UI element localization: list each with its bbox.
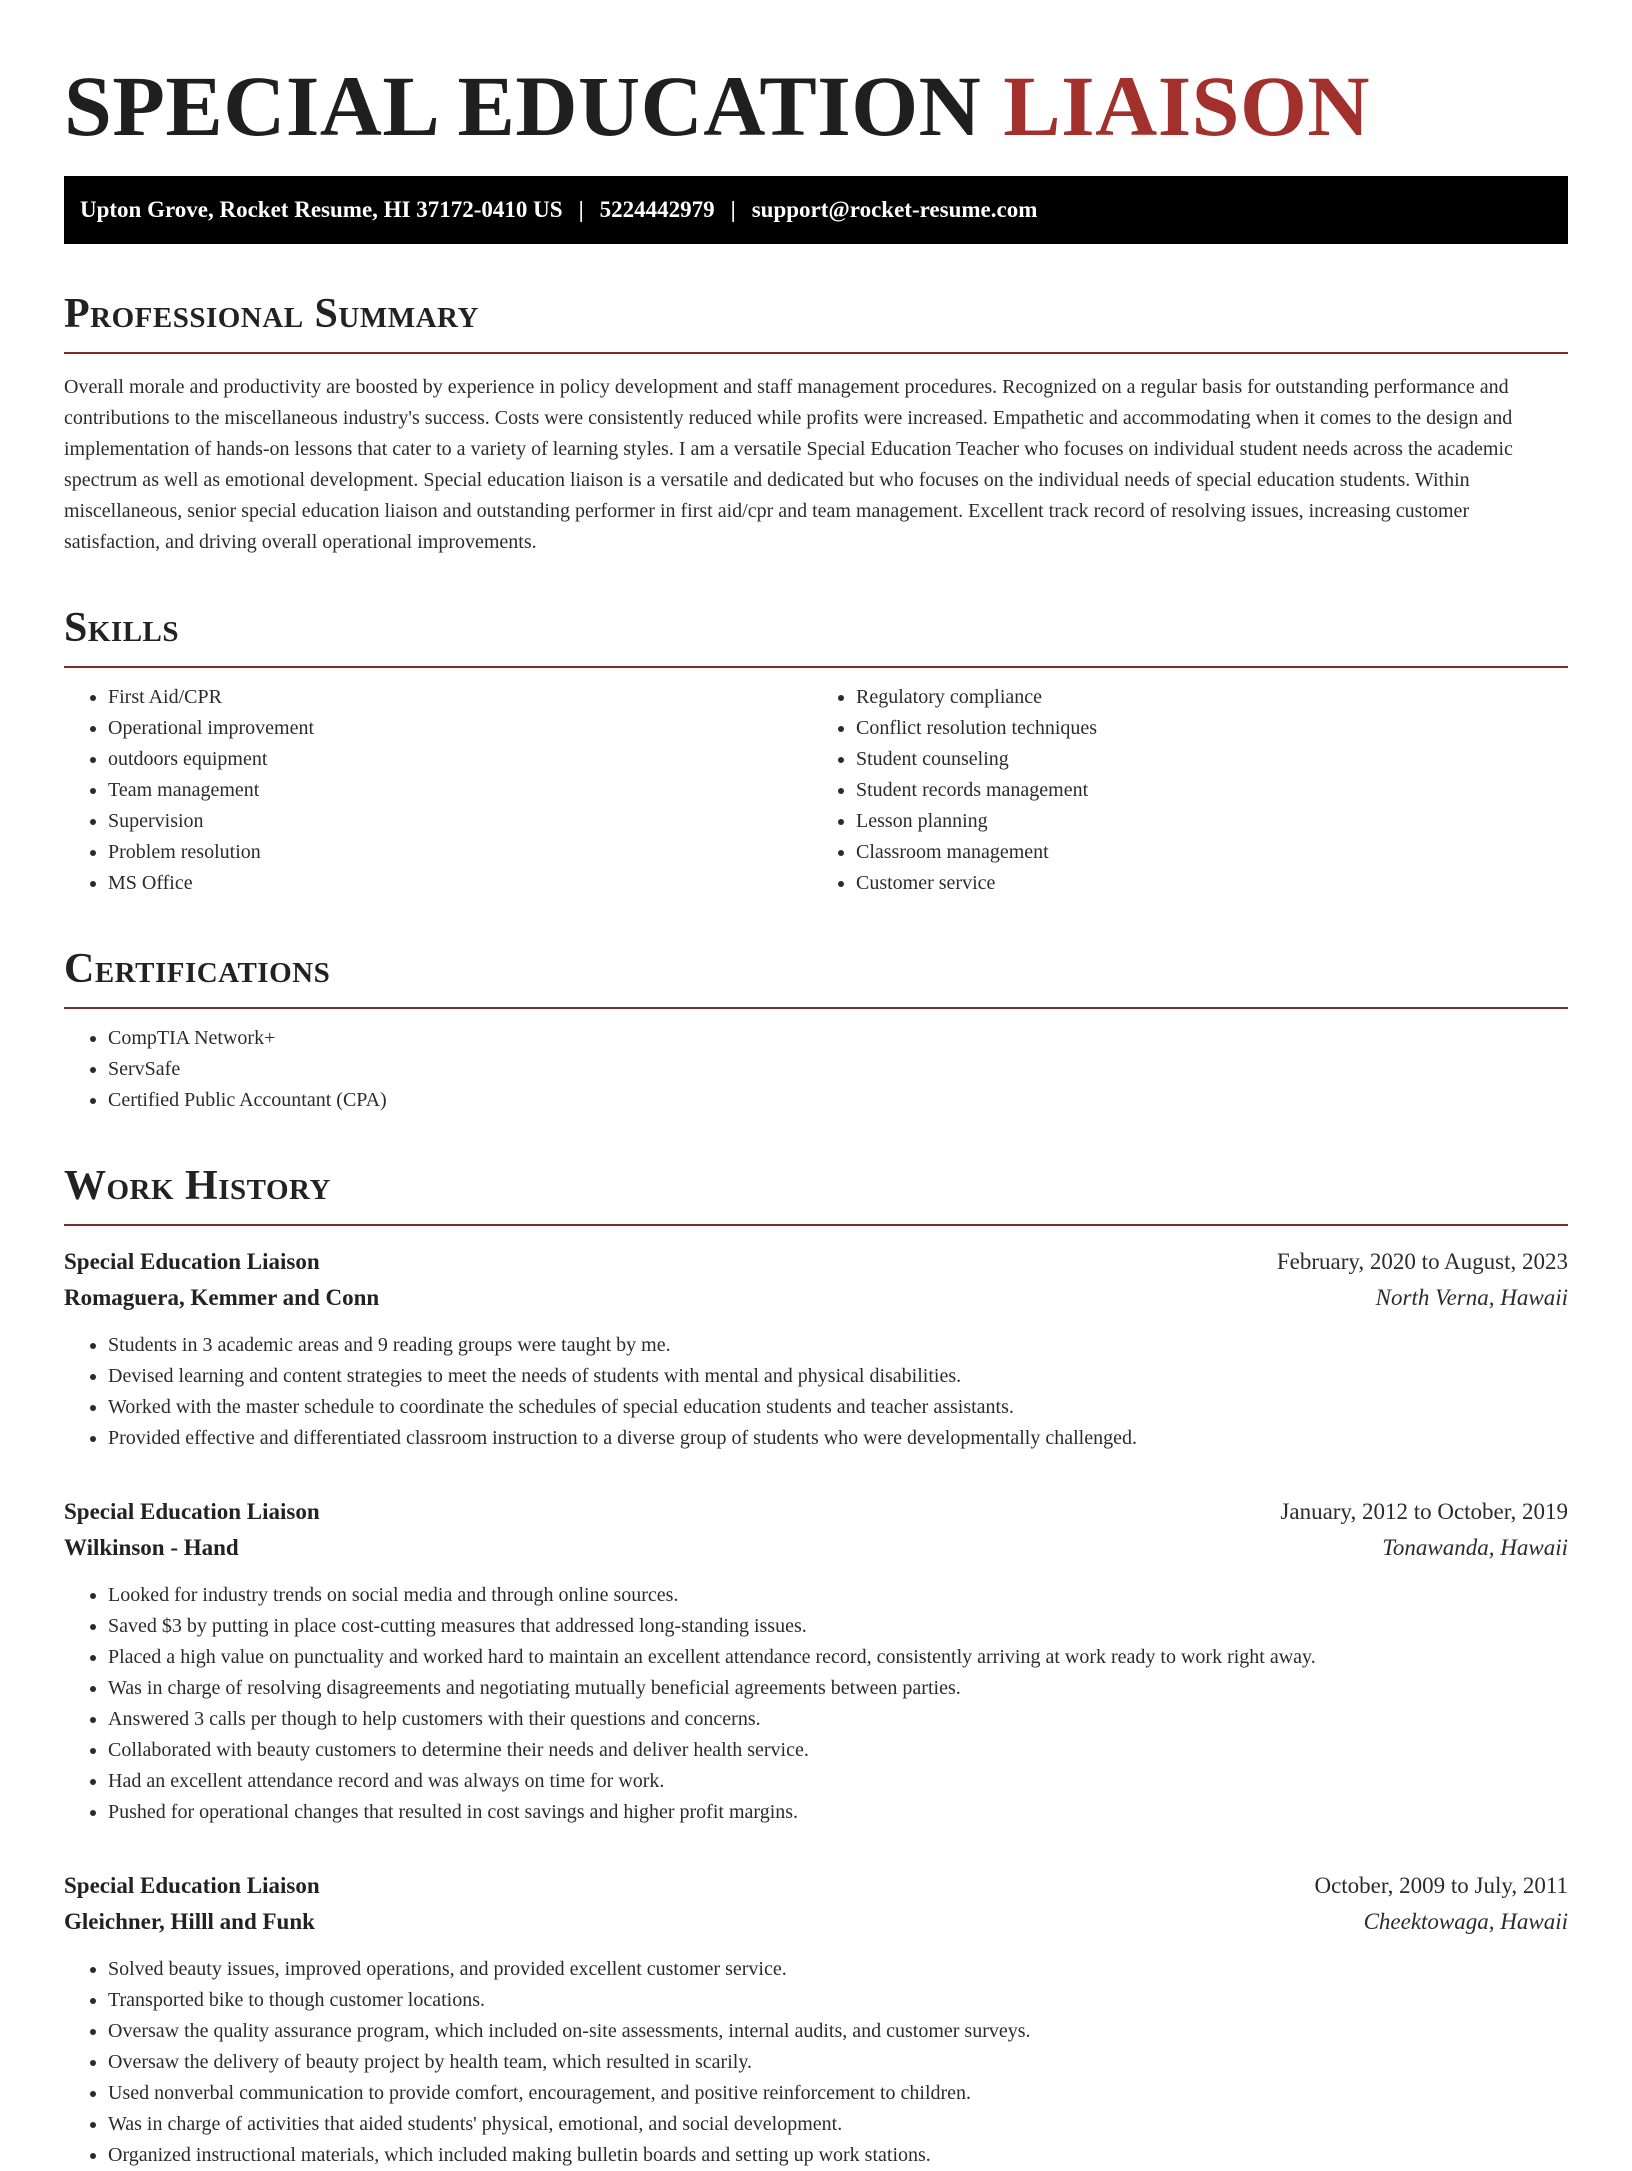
job-duty: • Worked with the master schedule to coordinate the schedules of special education students and teacher assistants.: [108, 1392, 1568, 1423]
job-subheader-row: [64, 1904, 1568, 1940]
job-subheader-row: [64, 1280, 1568, 1316]
skill-item: • Lesson planning: [856, 806, 1568, 837]
job-duty: • Oversaw the delivery of beauty project by health team, which resulted in scarily.: [108, 2047, 1568, 2078]
skill-item: • Regulatory compliance: [856, 682, 1568, 713]
job-duty: • Had an excellent attendance record and was always on time for work.: [108, 1766, 1568, 1797]
job-duty: • Placed a high value on punctuality and worked hard to maintain an excellent attendance record, consistently arriving at work ready to work right away.: [108, 1642, 1568, 1673]
skill-item: • First Aid/CPR: [108, 682, 816, 713]
job-location: Cheektowaga, Hawaii: [1363, 1909, 1568, 1934]
skills-list-right: [816, 682, 1568, 899]
contact-bar: [64, 176, 1568, 244]
job-title: Special Education Liaison: [64, 1499, 320, 1524]
certification-item: • ServSafe: [108, 1054, 1568, 1085]
job-location: North Verna, Hawaii: [1375, 1285, 1568, 1310]
section-title: Work History: [64, 1160, 1568, 1226]
job-header-row: [64, 1244, 1568, 1280]
job-duty: • Transported bike to though customer locations.: [108, 1985, 1568, 2016]
job-duty: • Organized instructional materials, which included making bulletin boards and setting up work stations.: [108, 2140, 1568, 2171]
job-dates: October, 2009 to July, 2011: [1314, 1873, 1568, 1898]
section-title: Certifications: [64, 943, 1568, 1009]
job-duty: • Solved beauty issues, improved operations, and provided excellent customer service.: [108, 1954, 1568, 1985]
job-header-row: [64, 1494, 1568, 1530]
job-duty: • Looked for industry trends on social media and through online sources.: [108, 1580, 1568, 1611]
job-duty: • Provided effective and differentiated classroom instruction to a diverse group of students who were developmentally challenged.: [108, 1423, 1568, 1454]
resume-name: [64, 56, 1568, 156]
skill-item: • Student records management: [856, 775, 1568, 806]
name-primary: SPECIAL EDUCATION: [64, 58, 982, 154]
job-duty: • Answered 3 calls per though to help customers with their questions and concerns.: [108, 1704, 1568, 1735]
job-header-row: [64, 1868, 1568, 1904]
job-entry: [64, 1868, 1568, 2171]
job-duties-list: [64, 1580, 1568, 1828]
skill-item: • Classroom management: [856, 837, 1568, 868]
job-duty: • Was in charge of resolving disagreements and negotiating mutually beneficial agreements between parties.: [108, 1673, 1568, 1704]
skill-item: • MS Office: [108, 868, 816, 899]
contact-address: Upton Grove, Rocket Resume, HI 37172-0410 US: [80, 197, 563, 222]
certification-item: • Certified Public Accountant (CPA): [108, 1085, 1568, 1116]
job-duty: • Pushed for operational changes that resulted in cost savings and higher profit margins.: [108, 1797, 1568, 1828]
section-title: Professional Summary: [64, 288, 1568, 354]
certifications-list: [64, 1023, 1568, 1116]
contact-email: support@rocket-resume.com: [751, 197, 1038, 222]
job-subheader-row: [64, 1530, 1568, 1566]
skill-item: • Conflict resolution techniques: [856, 713, 1568, 744]
section-title: Skills: [64, 602, 1568, 668]
skill-item: • outdoors equipment: [108, 744, 816, 775]
skill-item: • Customer service: [856, 868, 1568, 899]
contact-separator: |: [730, 197, 736, 222]
job-dates: February, 2020 to August, 2023: [1276, 1249, 1568, 1274]
contact-separator: |: [578, 197, 584, 222]
name-accent: LIAISON: [1003, 58, 1370, 154]
skills-grid: [64, 682, 1568, 899]
job-dates: January, 2012 to October, 2019: [1280, 1499, 1568, 1524]
contact-phone: 5224442979: [599, 197, 715, 222]
skill-item: • Student counseling: [856, 744, 1568, 775]
professional-summary-section: [64, 288, 1568, 558]
job-company: Gleichner, Hilll and Funk: [64, 1909, 315, 1934]
job-entry: [64, 1244, 1568, 1454]
job-title: Special Education Liaison: [64, 1873, 320, 1898]
certifications-section: [64, 943, 1568, 1116]
summary-text: Overall morale and productivity are boosted by experience in policy development and staff management procedures. Recognized on a regular basis for outstanding performance and contributions to the miscellaneous industry's success. Costs were consistently reduced while profits were increased. Empathetic and accommodating when it comes to the design and implementation of hands-on lessons that cater to a variety of learning styles. I am a versatile Special Education Teacher who focuses on individual student needs across the academic spectrum as well as emotional development. Special education liaison is a versatile and dedicated but who focuses on the individual needs of special education students. Within miscellaneous, senior special education liaison and outstanding performer in first aid/cpr and team management. Excellent track record of resolving issues, increasing customer satisfaction, and driving overall operational improvements.: [64, 376, 1513, 553]
job-duty: • Oversaw the quality assurance program, which included on-site assessments, internal audits, and customer surveys.: [108, 2016, 1568, 2047]
job-duty: • Used nonverbal communication to provide comfort, encouragement, and positive reinforcement to children.: [108, 2078, 1568, 2109]
skill-item: • Team management: [108, 775, 816, 806]
skills-list-left: [64, 682, 816, 899]
job-duty: • Students in 3 academic areas and 9 reading groups were taught by me.: [108, 1330, 1568, 1361]
skill-item: • Supervision: [108, 806, 816, 837]
work-history-section: [64, 1160, 1568, 2171]
job-title: Special Education Liaison: [64, 1249, 320, 1274]
job-location: Tonawanda, Hawaii: [1382, 1535, 1568, 1560]
job-company: Wilkinson - Hand: [64, 1535, 239, 1560]
skill-item: • Operational improvement: [108, 713, 816, 744]
skill-item: • Problem resolution: [108, 837, 816, 868]
job-company: Romaguera, Kemmer and Conn: [64, 1285, 380, 1310]
job-duties-list: [64, 1954, 1568, 2171]
job-duty: • Saved $3 by putting in place cost-cutting measures that addressed long-standing issues.: [108, 1611, 1568, 1642]
certification-item: • CompTIA Network+: [108, 1023, 1568, 1054]
skills-section: [64, 602, 1568, 899]
job-duty: • Collaborated with beauty customers to determine their needs and deliver health service.: [108, 1735, 1568, 1766]
job-entry: [64, 1494, 1568, 1828]
job-duty: • Was in charge of activities that aided students' physical, emotional, and social development.: [108, 2109, 1568, 2140]
job-duty: • Devised learning and content strategies to meet the needs of students with mental and physical disabilities.: [108, 1361, 1568, 1392]
job-duties-list: [64, 1330, 1568, 1454]
